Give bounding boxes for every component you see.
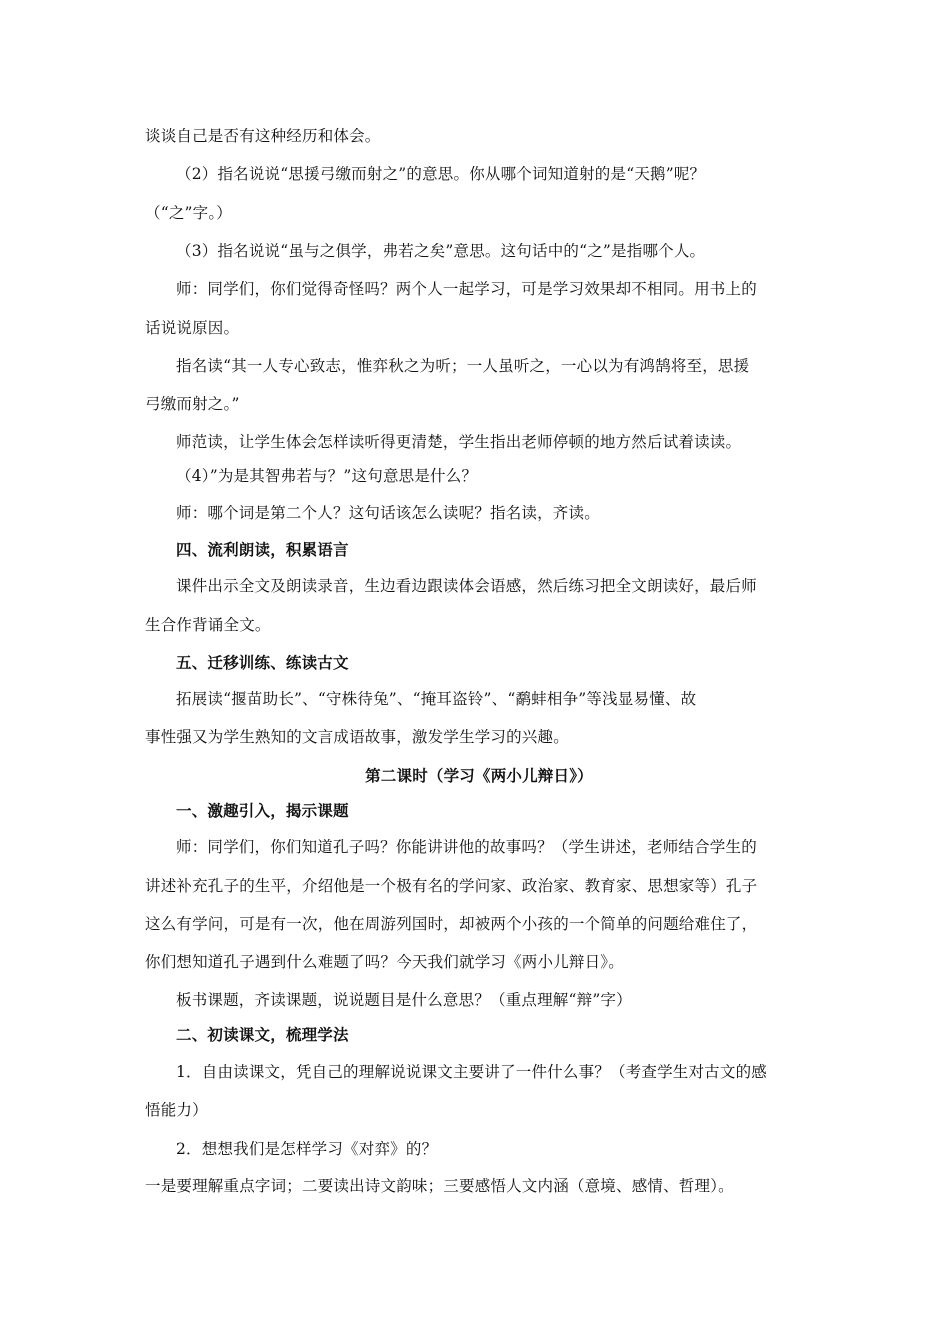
section-heading: 四、流利朗读，积累语言 <box>176 540 349 559</box>
paragraph-line: 1．自由读课文，凭自己的理解说说课文主要讲了一件什么事？（考查学生对古文的感 <box>176 1063 767 1081</box>
section-heading: 二、初读课文，梳理学法 <box>176 1025 349 1044</box>
paragraph-line: 师：哪个词是第二个人？这句话该怎么读呢？指名读，齐读。 <box>176 504 600 522</box>
paragraph-line: 课件出示全文及朗读录音，生边看边跟读体会语感，然后练习把全文朗读好，最后师 <box>176 577 757 595</box>
section-heading: 一、激趣引入，揭示课题 <box>176 801 349 820</box>
paragraph-line: 弓缴而射之。” <box>145 395 240 413</box>
paragraph-line: 2．想想我们是怎样学习《对弈》的？ <box>176 1140 438 1158</box>
paragraph-line: 拓展读“揠苗助长”、“守株待兔”、“掩耳盗铃”、“鹬蚌相争”等浅显易懂、故 <box>176 690 697 708</box>
paragraph-line: 悟能力） <box>145 1101 208 1119</box>
paragraph-line: 一是要理解重点字词；二要读出诗文韵味；三要感悟人文内涵（意境、感情、哲理）。 <box>145 1177 734 1195</box>
paragraph-line: 谈谈自己是否有这种经历和体会。 <box>145 127 381 145</box>
paragraph-line: （“之”字。） <box>145 204 232 222</box>
paragraph-line: 事性强又为学生熟知的文言成语故事，激发学生学习的兴趣。 <box>145 728 569 746</box>
paragraph-line: （3）指名说说“虽与之俱学，弗若之矣”意思。这句话中的“之”是指哪个人。 <box>176 242 706 260</box>
paragraph-line: 师：同学们，你们知道孔子吗？你能讲讲他的故事吗？（学生讲述，老师结合学生的 <box>176 838 757 856</box>
paragraph-line: 话说说原因。 <box>145 319 240 337</box>
paragraph-line: 师范读，让学生体会怎样读听得更清楚，学生指出老师停顿的地方然后试着读读。 <box>176 433 742 451</box>
paragraph-line: 生合作背诵全文。 <box>145 616 271 634</box>
paragraph-line: 这么有学问，可是有一次，他在周游列国时，却被两个小孩的一个简单的问题给难住了， <box>145 915 758 933</box>
paragraph-line: 板书课题，齐读课题，说说题目是什么意思？（重点理解“辩”字） <box>176 991 632 1009</box>
paragraph-line: 你们想知道孔子遇到什么难题了吗？今天我们就学习《两小儿辩日》。 <box>145 953 624 971</box>
lesson-title: 第二课时（学习《两小儿辩日》） <box>365 766 593 785</box>
section-heading: 五、迁移训练、练读古文 <box>176 653 349 672</box>
paragraph-line: 师：同学们，你们觉得奇怪吗？两个人一起学习，可是学习效果却不相同。用书上的 <box>176 280 757 298</box>
paragraph-line: 指名读“其一人专心致志，惟弈秋之为听；一人虽听之，一心以为有鸿鹄将至，思援 <box>176 357 750 375</box>
paragraph-line: （2）指名说说“思援弓缴而射之”的意思。你从哪个词知道射的是“天鹅”呢？ <box>176 165 706 183</box>
paragraph-line: 讲述补充孔子的生平，介绍他是一个极有名的学问家、政治家、教育家、思想家等）孔子 <box>145 877 758 895</box>
paragraph-line: （4）”为是其智弗若与？”这句意思是什么？ <box>176 467 478 485</box>
